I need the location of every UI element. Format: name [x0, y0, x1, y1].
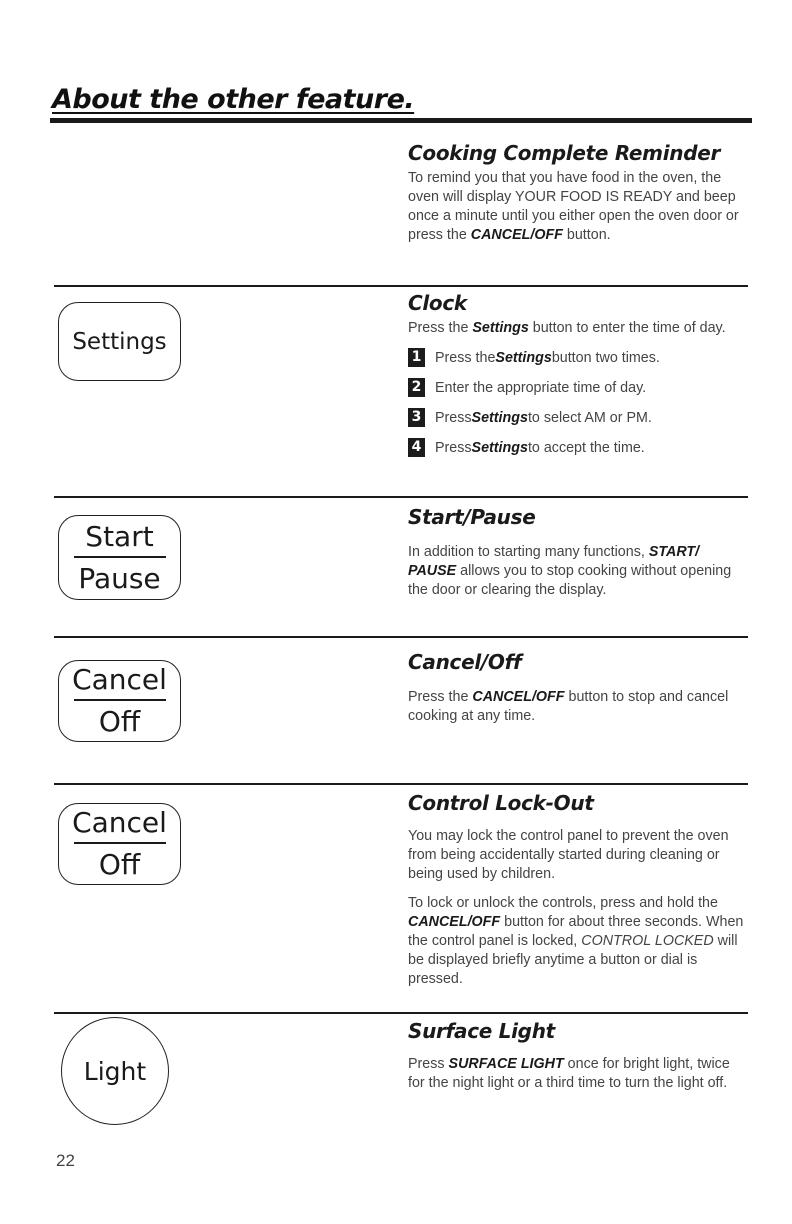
step-number-badge: 3 — [408, 408, 425, 427]
divider-5 — [54, 1012, 748, 1014]
settings-button-illustration — [58, 302, 181, 381]
surface-light-text-2: once for bright light, twice for the night light or a third time to turn the light off. — [408, 1056, 730, 1091]
section-cooking-complete — [408, 141, 748, 255]
cancel-label: Cancel — [72, 663, 167, 696]
step-text: Press — [435, 439, 472, 456]
step-bold: Settings — [471, 409, 528, 426]
cancel-off-text-1: Press the — [408, 689, 473, 705]
step-bold: Settings — [471, 439, 528, 456]
cooking-complete-text-2: button. — [562, 227, 611, 243]
clock-step — [408, 408, 748, 427]
step-text: Press — [435, 409, 472, 426]
clock-step — [408, 438, 748, 457]
clock-intro — [408, 319, 748, 338]
clock-heading: Clock — [408, 291, 467, 315]
lockout-p2-text-2: button for about three seconds. When the control panel is locked, — [408, 914, 744, 949]
off-label: Off — [98, 848, 141, 881]
divider-4 — [54, 783, 748, 785]
clock-intro-bold: Settings — [472, 320, 529, 336]
cancel-off-button-illustration-2 — [58, 803, 181, 885]
lockout-p2-text-3: will be displayed briefly anytime a button or dial is pressed. — [408, 933, 738, 987]
clock-step — [408, 348, 748, 367]
surface-light-bold: SURFACE LIGHT — [448, 1056, 564, 1072]
start-pause-bold: START/ PAUSE — [408, 544, 700, 579]
lockout-p2-bold: CANCEL/OFF — [408, 914, 501, 930]
cancel-off-heading: Cancel/Off — [408, 650, 522, 674]
cancel-off-button-illustration — [58, 660, 181, 742]
page-number: 22 — [56, 1151, 75, 1170]
step-text-post: to accept the time. — [527, 439, 645, 456]
lockout-p2-italic: CONTROL LOCKED — [581, 933, 714, 949]
cancel-off-bold: CANCEL/OFF — [472, 689, 565, 705]
start-pause-text-1: In addition to starting many functions, — [408, 544, 649, 560]
surface-light-text — [408, 1055, 748, 1093]
button-separator — [74, 556, 166, 558]
cancel-label: Cancel — [72, 806, 167, 839]
button-separator — [74, 842, 166, 844]
off-label: Off — [98, 705, 141, 738]
lockout-p2-text-1: To lock or unlock the controls, press and hold the — [408, 895, 718, 911]
step-text-post: button two times. — [551, 349, 660, 366]
start-pause-text-2: allows you to stop cooking without opening the door or clearing the display. — [408, 563, 732, 598]
lockout-heading: Control Lock-Out — [408, 791, 594, 815]
start-pause-heading: Start/Pause — [408, 505, 536, 529]
cooking-complete-heading: Cooking Complete Reminder — [408, 141, 721, 165]
clock-intro-1: Press the — [408, 320, 473, 336]
section-clock — [408, 291, 748, 468]
step-bold: Settings — [495, 349, 552, 366]
step-number-badge: 1 — [408, 348, 425, 367]
divider-2 — [54, 496, 748, 498]
lockout-para-2 — [408, 894, 748, 989]
step-number-badge: 4 — [408, 438, 425, 457]
divider-3 — [54, 636, 748, 638]
clock-intro-2: button to enter the time of day. — [528, 320, 726, 336]
clock-steps — [408, 348, 748, 457]
light-label: Light — [83, 1056, 147, 1086]
button-separator — [74, 699, 166, 701]
cooking-complete-text-1: To remind you that you have food in the oven, the oven will display YOUR FOOD IS READY and beep once a minute until you either open the oven door or press the — [408, 170, 739, 243]
step-text-post: to select AM or PM. — [527, 409, 652, 426]
divider-1 — [54, 285, 748, 287]
section-start-pause — [408, 505, 748, 610]
step-number-badge: 2 — [408, 378, 425, 397]
title-rule — [50, 118, 752, 123]
surface-light-text-1: Press — [408, 1056, 449, 1072]
cooking-complete-text — [408, 169, 748, 245]
light-button-illustration — [61, 1017, 169, 1125]
start-pause-button-illustration — [58, 515, 181, 600]
settings-button-label: Settings — [72, 328, 167, 355]
surface-light-heading: Surface Light — [408, 1019, 555, 1043]
cooking-complete-bold: CANCEL/OFF — [470, 227, 563, 243]
section-surface-light — [408, 1019, 748, 1103]
start-label: Start — [85, 519, 154, 553]
cancel-off-text-2: button to stop and cancel cooking at any time. — [408, 689, 729, 724]
step-text: Press the — [435, 349, 496, 366]
section-cancel-off — [408, 650, 748, 736]
lockout-para-1: You may lock the control panel to prevent the oven from being accidentally started during cleaning or being used by children. — [408, 828, 729, 882]
section-control-lockout — [408, 791, 748, 999]
cancel-off-text — [408, 688, 748, 726]
clock-step — [408, 378, 748, 397]
page-title: About the other feature. — [52, 84, 415, 115]
start-pause-text — [408, 543, 748, 600]
pause-label: Pause — [78, 561, 161, 595]
step-text: Enter the appropriate time of day. — [435, 379, 647, 396]
